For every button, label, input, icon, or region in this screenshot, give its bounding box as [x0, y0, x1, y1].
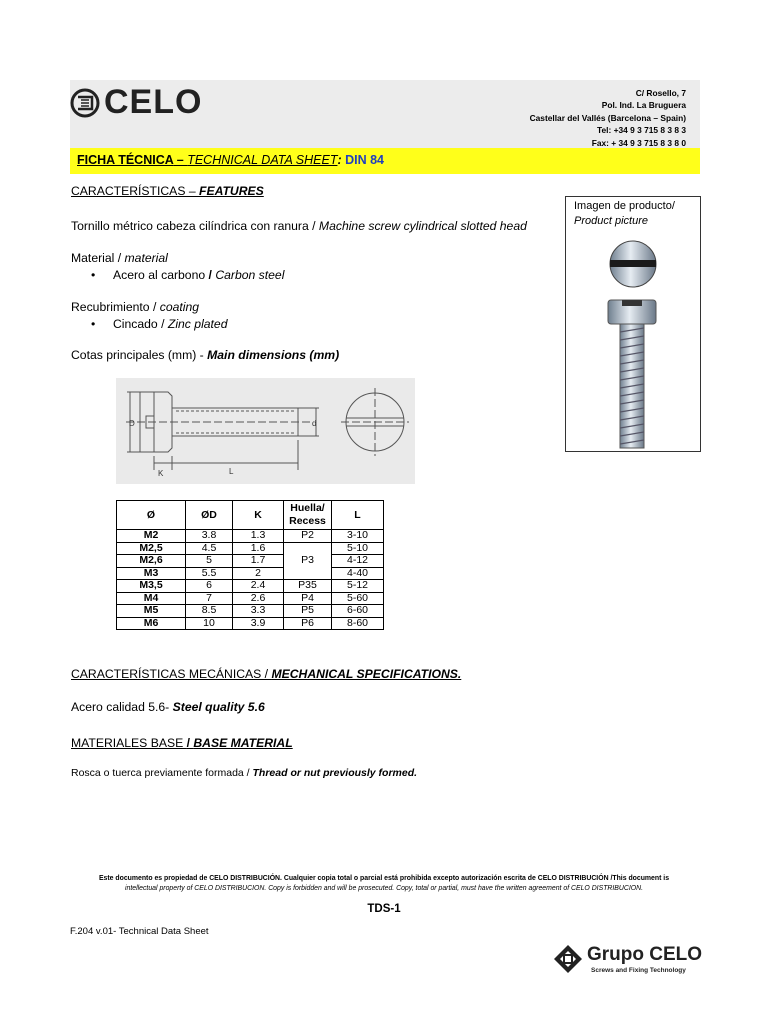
label-L: L: [229, 467, 234, 476]
cell-diameter: M2,5: [117, 542, 186, 555]
screw-drawing-icon: [116, 378, 415, 484]
grupo-celo-logo: [553, 942, 713, 978]
cell-head-diameter: 10: [186, 617, 233, 630]
cell-head-diameter: 5.5: [186, 567, 233, 580]
coating-es: Recubrimiento /: [71, 300, 160, 314]
cell-head-diameter: 8.5: [186, 605, 233, 618]
cell-k: 1.6: [233, 542, 284, 555]
table-row: [117, 580, 384, 593]
header-diameter: Ø: [117, 501, 186, 530]
material-item-es: Acero al carbono: [113, 268, 209, 282]
header-length: L: [332, 501, 384, 530]
mech-es: CARACTERÍSTICAS MECÁNICAS /: [71, 667, 272, 681]
cell-head-diameter: 6: [186, 580, 233, 593]
cell-diameter: M3,5: [117, 580, 186, 593]
cell-length: 8-60: [332, 617, 384, 630]
material-es: Material /: [71, 251, 125, 265]
cell-recess: P4: [284, 592, 332, 605]
copyright-line-2: intellectual property of CELO DISTRIBUCION. Copy is forbidden and will be prosecuted. Copy, total or partial, must have the written agreement of CELO DISTRIBUCION.: [124, 885, 644, 892]
address-line: Castellar del Vallés (Barcelona – Spain): [529, 112, 686, 123]
table-row: [117, 542, 384, 555]
features-heading-es: CARACTERÍSTICAS –: [71, 184, 199, 198]
cell-diameter: M2,6: [117, 555, 186, 568]
material-en: material: [124, 251, 168, 265]
cell-recess: P3: [284, 542, 332, 580]
bullet-icon: •: [91, 317, 96, 331]
cell-head-diameter: 7: [186, 592, 233, 605]
title-colon: :: [337, 153, 346, 167]
dimensions-heading: [71, 348, 339, 362]
cell-diameter: M5: [117, 605, 186, 618]
title-din: DIN 84: [345, 153, 385, 167]
copyright-note: [60, 874, 708, 894]
cell-k: 3.9: [233, 617, 284, 630]
coating-heading: [71, 300, 199, 314]
coating-item-es: Cincado /: [113, 317, 168, 331]
picture-label-es: Imagen de producto/: [574, 200, 675, 212]
cell-k: 1.7: [233, 555, 284, 568]
cell-k: 1.3: [233, 530, 284, 543]
cell-recess: P6: [284, 617, 332, 630]
table-row: [117, 605, 384, 618]
cell-length: 5-10: [332, 542, 384, 555]
header-recess-es: Huella/: [290, 502, 325, 514]
coating-item: [91, 317, 228, 331]
tds-code: TDS-1: [367, 903, 401, 915]
cell-k: 2: [233, 567, 284, 580]
steel-en: Steel quality 5.6: [172, 700, 265, 714]
dims-en: Main dimensions (mm): [207, 348, 340, 362]
address-line: Pol. Ind. La Bruguera: [601, 100, 686, 111]
table-header-row: [117, 501, 384, 530]
base-material-heading: [71, 736, 293, 750]
bullet-icon: •: [91, 268, 96, 282]
cell-length: 4-12: [332, 555, 384, 568]
mechanical-heading: [71, 667, 461, 681]
dims-es: Cotas principales (mm) -: [71, 348, 208, 362]
cell-head-diameter: 4.5: [186, 542, 233, 555]
material-item-en: Carbon steel: [215, 268, 285, 282]
features-heading-en: FEATURES: [199, 184, 264, 198]
address-line: Tel: +34 9 3 715 8 3 8 3: [596, 125, 686, 136]
table-row: [117, 592, 384, 605]
material-heading: [71, 251, 168, 265]
cell-length: 5-60: [332, 592, 384, 605]
cell-diameter: M2: [117, 530, 186, 543]
description: [71, 219, 527, 233]
celo-logo-icon: [70, 88, 104, 118]
label-d: d: [312, 419, 317, 428]
thread-es: Rosca o tuerca previamente formada /: [71, 767, 253, 779]
cell-length: 6-60: [332, 605, 384, 618]
base-en: BASE MATERIAL: [193, 736, 293, 750]
header-recess-en: Recess: [289, 515, 326, 527]
coating-item-en: Zinc plated: [167, 317, 228, 331]
grupo-name: Grupo CELO: [587, 944, 703, 965]
features-heading: [71, 184, 264, 198]
steel-es: Acero calidad 5.6-: [71, 700, 173, 714]
base-es: MATERIALES BASE: [71, 736, 187, 750]
description-en: Machine screw cylindrical slotted head: [318, 219, 527, 233]
address-line: Fax: + 34 9 3 715 8 3 8 0: [591, 137, 686, 148]
logo-text: CELO: [104, 83, 203, 121]
cell-k: 2.4: [233, 580, 284, 593]
material-item: [91, 268, 284, 282]
cell-head-diameter: 5: [186, 555, 233, 568]
cell-head-diameter: 3.8: [186, 530, 233, 543]
product-picture-label: [574, 199, 675, 229]
label-D: D: [129, 419, 135, 428]
header-head-diameter: ØD: [186, 501, 233, 530]
table-row: [117, 567, 384, 580]
cell-recess: P2: [284, 530, 332, 543]
table-row: [117, 555, 384, 568]
grupo-celo-icon: [553, 944, 583, 974]
cell-recess: P5: [284, 605, 332, 618]
title-tds: TECHNICAL DATA SHEET: [187, 153, 338, 167]
technical-drawing: [116, 378, 415, 484]
cell-diameter: M3: [117, 567, 186, 580]
address-line: C/ Rosello, 7: [635, 88, 686, 98]
title-sep: –: [173, 153, 188, 167]
cell-length: 5-12: [332, 580, 384, 593]
form-code: F.204 v.01- Technical Data Sheet: [70, 926, 209, 937]
cell-recess: P35: [284, 580, 332, 593]
document-title: [77, 153, 384, 167]
header-recess: [284, 501, 332, 530]
cell-length: 4-40: [332, 567, 384, 580]
header-k: K: [233, 501, 284, 530]
cell-length: 3-10: [332, 530, 384, 543]
cell-diameter: M6: [117, 617, 186, 630]
copyright-line-1: Este documento es propiedad de CELO DISTRIBUCIÓN. Cualquier copia total o parcial está prohibida excepto autorización escrita de CELO DISTRIBUCIÓN /This document is: [98, 875, 670, 882]
description-es: Tornillo métrico cabeza cilíndrica con ranura /: [71, 219, 319, 233]
base-sep: /: [186, 736, 194, 750]
cell-diameter: M4: [117, 592, 186, 605]
table-row: [117, 530, 384, 543]
dimensions-table: [116, 500, 384, 630]
cell-k: 3.3: [233, 605, 284, 618]
title-ficha: FICHA TÉCNICA: [77, 153, 174, 167]
thread-note: [71, 767, 417, 779]
screw-photo-icon: [600, 240, 666, 450]
coating-en: coating: [159, 300, 200, 314]
thread-en: Thread or nut previously formed.: [252, 767, 418, 779]
mech-en: MECHANICAL SPECIFICATIONS.: [271, 667, 462, 681]
table-row: [117, 617, 384, 630]
label-K: K: [158, 469, 164, 478]
picture-label-en: Product picture: [574, 215, 648, 227]
material-item-sep: /: [208, 268, 216, 282]
grupo-tagline: Screws and Fixing Technology: [591, 967, 686, 974]
steel-quality: [71, 700, 265, 714]
company-address: [530, 87, 686, 149]
cell-k: 2.6: [233, 592, 284, 605]
